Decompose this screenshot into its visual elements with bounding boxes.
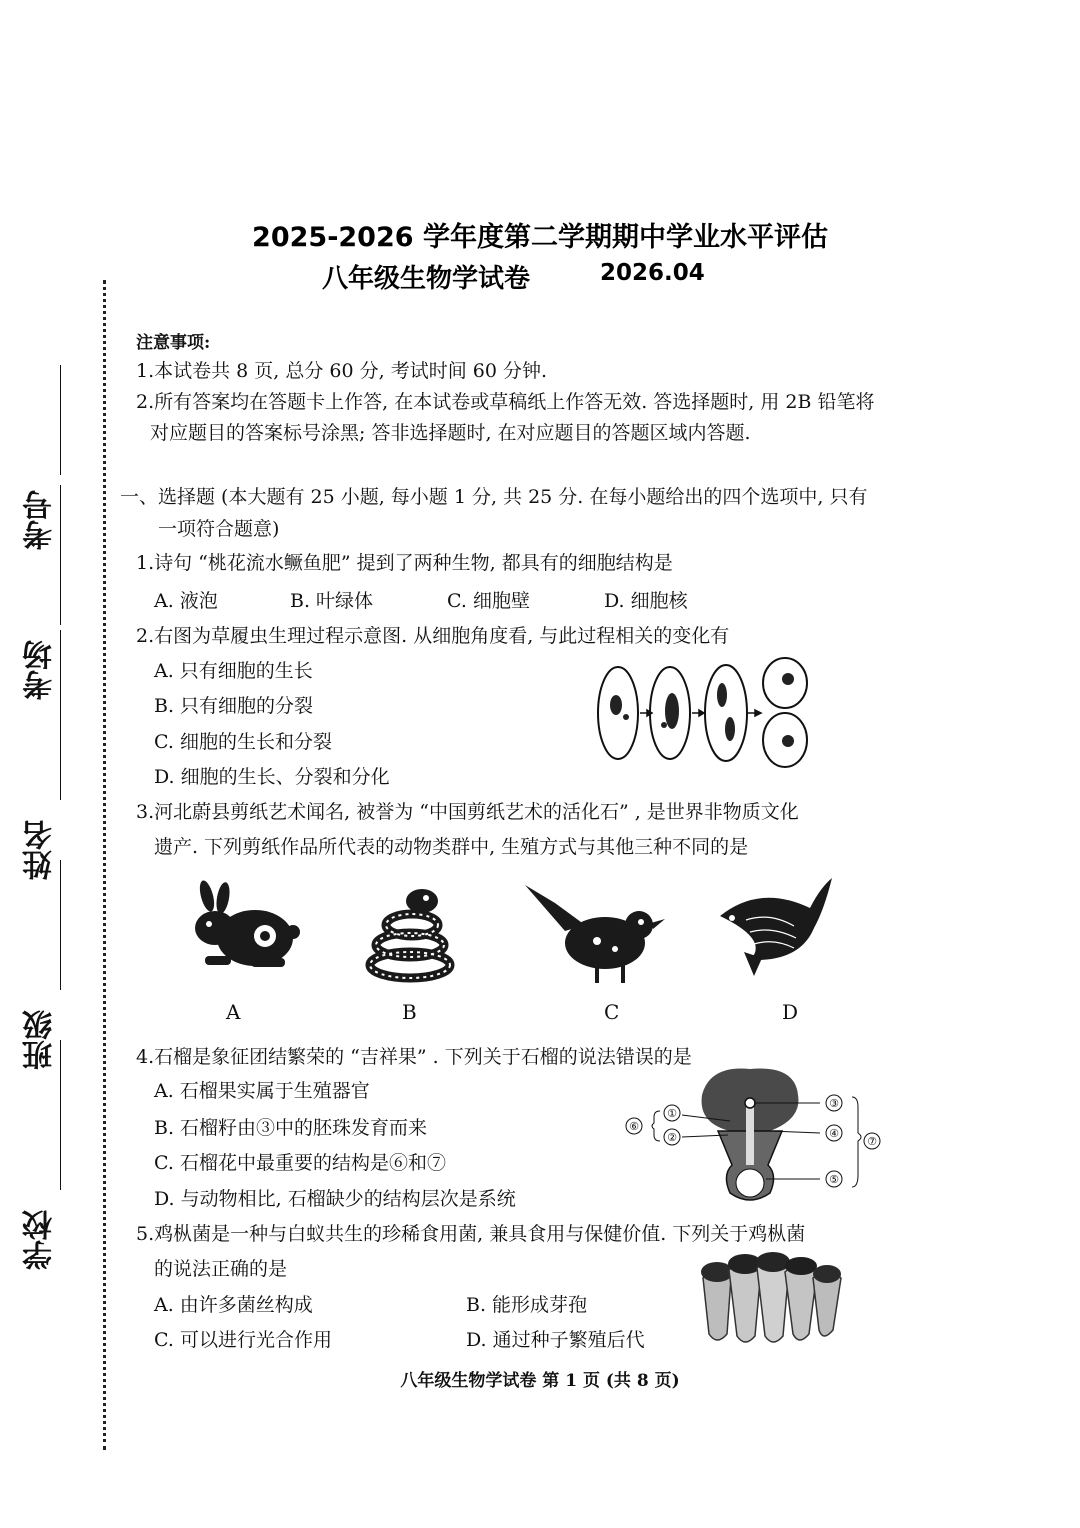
q3-stem-cont: 遗产. 下列剪纸作品所代表的动物类群中, 生殖方式与其他三种不同的是 — [154, 836, 749, 858]
pomegranate-mark-3: ③ — [829, 1097, 839, 1110]
q5-option-a: A. 由许多菌丝构成 — [154, 1294, 313, 1316]
exam-number-label: 考号 — [23, 490, 58, 550]
q2-option-d: D. 细胞的生长、分裂和分化 — [154, 766, 390, 788]
q5-stem-cont: 的说法正确的是 — [154, 1258, 288, 1280]
q5-option-b: B. 能形成芽孢 — [466, 1294, 588, 1316]
q2-option-a: A. 只有细胞的生长 — [154, 660, 313, 682]
exam-date: 2026.04 — [600, 260, 705, 286]
q3-figure-c-label: C — [604, 1000, 620, 1024]
q5-option-c: C. 可以进行光合作用 — [154, 1329, 332, 1351]
q4-option-a: A. 石榴果实属于生殖器官 — [154, 1080, 370, 1102]
exam-number-line — [60, 365, 61, 475]
section-heading-cont: 一项符合题意) — [158, 518, 280, 540]
q3-figure-b-label: B — [402, 1000, 417, 1024]
pomegranate-flower-figure — [620, 1065, 880, 1210]
bird-papercut-figure — [525, 885, 665, 985]
binding-dotted-line — [103, 280, 106, 1450]
q5-stem: 5.鸡枞菌是一种与白蚁共生的珍稀食用菌, 兼具食用与保健价值. 下列关于鸡枞菌 — [136, 1223, 806, 1245]
room-label: 考场 — [23, 640, 58, 700]
q4-option-d: D. 与动物相比, 石榴缺少的结构层次是系统 — [154, 1188, 516, 1210]
class-label: 班级 — [23, 1010, 58, 1070]
q2-option-c: C. 细胞的生长和分裂 — [154, 731, 332, 753]
q2-option-b: B. 只有细胞的分裂 — [154, 695, 314, 717]
note-2-cont: 对应题目的答案标号涂黑; 答非选择题时, 在对应题目的答题区域内答题. — [150, 422, 751, 444]
page-subtitle: 八年级生物学试卷 — [322, 264, 531, 294]
q4-option-b: B. 石榴籽由③中的胚珠发育而来 — [154, 1117, 428, 1139]
q3-stem: 3.河北蔚县剪纸艺术闻名, 被誉为 “中国剪纸艺术的活化石” , 是世界非物质文化 — [136, 801, 799, 823]
pomegranate-mark-4: ④ — [829, 1127, 839, 1140]
pomegranate-mark-2: ② — [667, 1131, 677, 1144]
q1-stem: 1.诗句 “桃花流水鳜鱼肥” 提到了两种生物, 都具有的细胞结构是 — [136, 552, 673, 574]
carp-papercut-figure — [710, 876, 840, 980]
pomegranate-mark-7: ⑦ — [867, 1135, 877, 1148]
q3-figure-a-label: A — [226, 1000, 241, 1024]
rabbit-papercut-figure — [185, 878, 305, 978]
paramecium-division-figure — [590, 655, 840, 775]
q4-option-c: C. 石榴花中最重要的结构是⑥和⑦ — [154, 1152, 446, 1174]
name-label: 姓名 — [23, 820, 58, 880]
q4-stem: 4.石榴是象征团结繁荣的 “吉祥果” . 下列关于石榴的说法错误的是 — [136, 1046, 692, 1068]
note-2: 2.所有答案均在答题卡上作答, 在本试卷或草稿纸上作答无效. 答选择题时, 用 2B 铅笔将 — [136, 391, 875, 413]
q1-option-a: A. 液泡 — [154, 590, 218, 612]
q2-stem: 2.右图为草履虫生理过程示意图. 从细胞角度看, 与此过程相关的变化有 — [136, 625, 730, 647]
snake-papercut-figure — [360, 883, 460, 983]
pomegranate-mark-5: ⑤ — [829, 1173, 839, 1186]
pomegranate-mark-1: ① — [667, 1107, 677, 1120]
note-1: 1.本试卷共 8 页, 总分 60 分, 考试时间 60 分钟. — [136, 360, 548, 382]
pomegranate-mark-6: ⑥ — [629, 1120, 639, 1133]
school-label: 学校 — [23, 1210, 58, 1270]
page-footer: 八年级生物学试卷 第 1 页 (共 8 页) — [400, 1371, 680, 1391]
section-heading: 一、选择题 (本大题有 25 小题, 每小题 1 分, 共 25 分. 在每小题给出的四个选项中, 只有 — [120, 486, 868, 508]
page-title: 2025-2026 学年度第二学期期中学业水平评估 — [252, 222, 828, 253]
q1-option-c: C. 细胞壁 — [447, 590, 530, 612]
q3-figure-d-label: D — [782, 1000, 799, 1024]
q5-option-d: D. 通过种子繁殖后代 — [466, 1329, 645, 1351]
q1-option-d: D. 细胞核 — [604, 590, 688, 612]
notes-heading: 注意事项: — [136, 333, 211, 353]
termite-mushroom-photo — [695, 1250, 845, 1350]
q1-option-b: B. 叶绿体 — [290, 590, 374, 612]
